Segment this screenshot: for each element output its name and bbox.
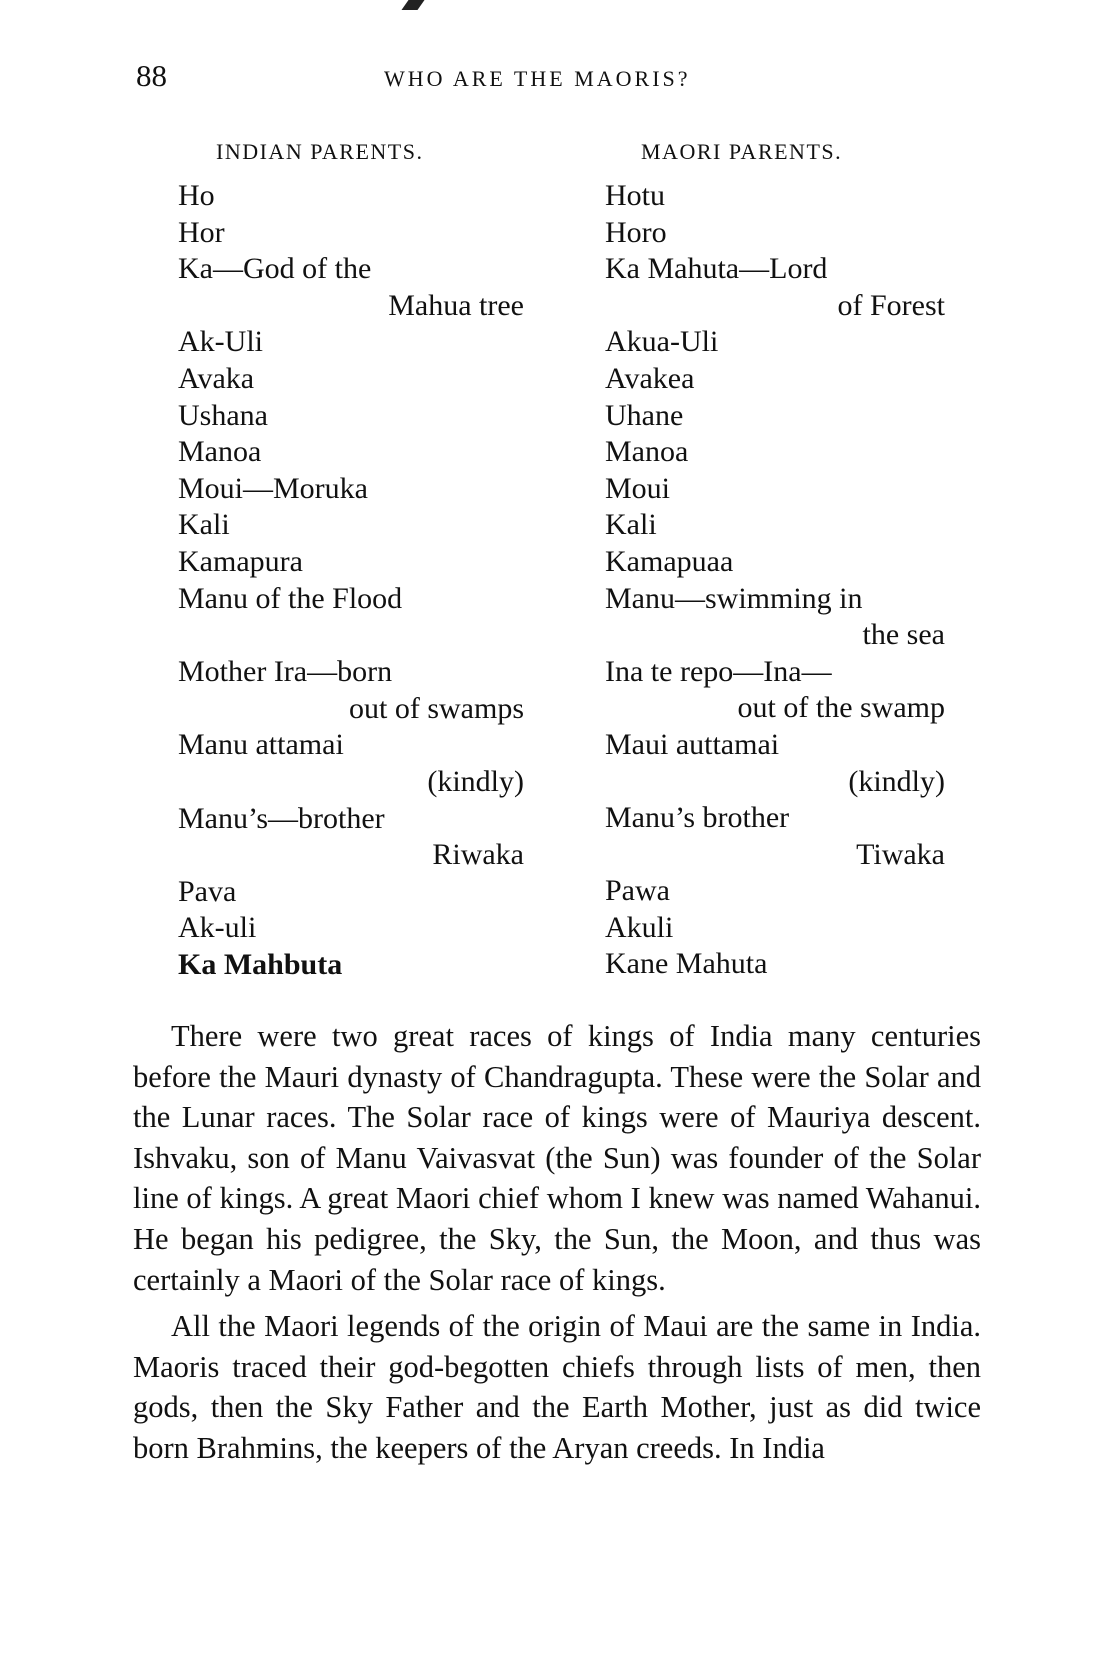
maori-name: Avakea	[605, 361, 695, 395]
maori-name: Akuli	[605, 910, 674, 944]
maori-name-continuation: (kindly)	[848, 764, 945, 798]
maori-name: Pawa	[605, 874, 670, 908]
indian-name: Manoa	[178, 435, 262, 469]
indian-parents-column	[178, 138, 524, 983]
maori-name: Manu—swimming in	[605, 581, 863, 615]
indian-name: Mother Ira—born	[178, 655, 393, 689]
indian-name: Pava	[178, 874, 237, 908]
indian-name: Ka Mahbuta	[178, 947, 343, 981]
indian-name: Moui—Moruka	[178, 471, 368, 505]
maori-parents-column	[605, 138, 945, 983]
page-header	[136, 58, 986, 98]
paragraph: There were two great races of kings of India many centuries before the Mauri dynasty of Chandragupta. These were the Solar and the Lunar races. The Solar race of kings were of Mauriya descent. Ishvaku, son of Manu Vaivasvat (the Sun) was founder of the Solar line of kings. A great Maori chief whom I knew was named Wahanui. He began his pedigree, the Sky, the Sun, the Moon, and thus was certainly a Maori of the Solar race of kings.	[133, 1019, 981, 1297]
maori-name: Maui auttamai	[605, 727, 780, 761]
maori-name: Kali	[605, 508, 657, 542]
indian-name: Manu attamai	[178, 728, 344, 762]
indian-name: Manu of the Flood	[178, 581, 403, 615]
paragraph: All the Maori legends of the origin of Maui are the same in India. Maoris traced their god-begotten chiefs through lists of men, then gods, then the Sky Father and the Earth Mother, just as did twice born Brahmins, the keepers of the Aryan creeds. In India	[133, 1309, 981, 1465]
running-title: WHO ARE THE MAORIS?	[384, 66, 691, 91]
top-edge-mark	[401, 0, 424, 10]
indian-name: Ho	[178, 179, 215, 212]
maori-name: Uhane	[605, 398, 684, 432]
indian-name-continuation: Riwaka	[432, 838, 524, 872]
indian-name: Kali	[178, 508, 230, 542]
maori-name: Manu’s brother	[605, 801, 790, 835]
indian-name: Avaka	[178, 361, 255, 395]
body-text	[133, 1016, 981, 1469]
maori-name-continuation: the sea	[862, 618, 945, 652]
indian-name-continuation: Mahua tree	[388, 288, 524, 322]
indian-parents-heading: INDIAN PARENTS.	[216, 139, 424, 164]
indian-name: Ka—God of the	[178, 252, 372, 286]
maori-name: Moui	[605, 471, 671, 505]
indian-name-continuation: (kindly)	[427, 764, 524, 798]
page-number: 88	[136, 58, 167, 93]
maori-name: Horo	[605, 215, 667, 249]
indian-name: Hor	[178, 215, 225, 249]
indian-name: Kamapura	[178, 544, 303, 578]
maori-name: Manoa	[605, 435, 689, 469]
maori-name-continuation: out of the swamp	[737, 691, 945, 725]
maori-name-continuation: of Forest	[837, 288, 945, 322]
maori-name: Kane Mahuta	[605, 947, 768, 981]
indian-name: Ak-uli	[178, 911, 257, 945]
indian-name: Manu’s—brother	[178, 801, 385, 835]
maori-name: Kamapuaa	[605, 544, 734, 578]
maori-parents-heading: MAORI PARENTS.	[641, 139, 843, 164]
indian-name: Ushana	[178, 398, 268, 432]
maori-name: Hotu	[605, 179, 665, 212]
indian-name-continuation: out of swamps	[349, 691, 524, 725]
maori-name-continuation: Tiwaka	[856, 837, 945, 871]
maori-name: Akua-Uli	[605, 325, 719, 359]
maori-name: Ka Mahuta—Lord	[605, 252, 828, 286]
maori-name: Ina te repo—Ina—	[605, 654, 832, 688]
indian-name: Ak-Uli	[178, 325, 263, 359]
